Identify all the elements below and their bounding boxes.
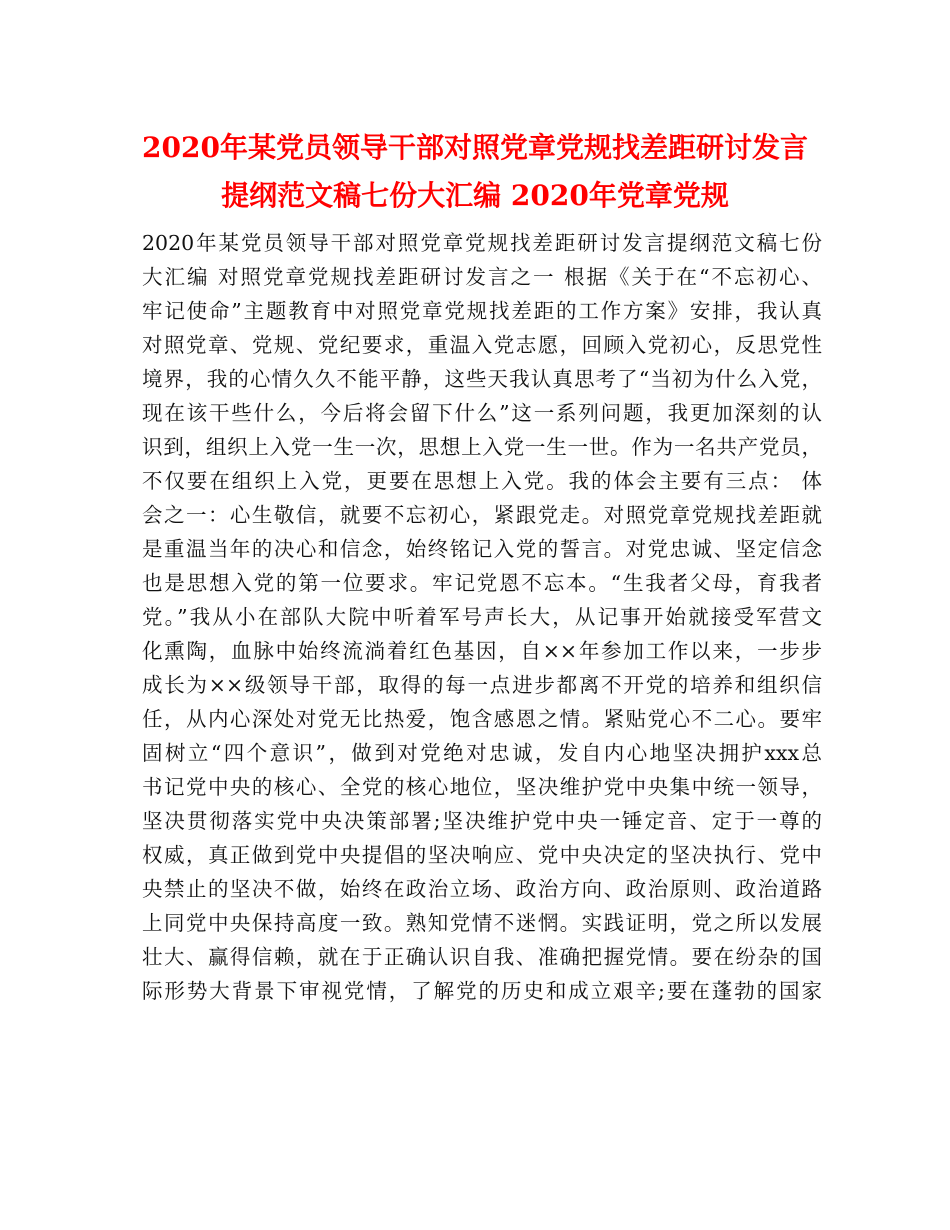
document-title-line-2: 提纲范文稿七份大汇编 2020年党章党规 bbox=[221, 179, 729, 212]
body-line: 央禁止的坚决不做，始终在政治立场、政治方向、政治原则、政治道路 bbox=[142, 877, 822, 901]
body-line: 不仅要在组织上入党，更要在思想上入党。我的体会主要有三点： 体 bbox=[142, 469, 822, 493]
body-line: 牢记使命”主题教育中对照党章党规找差距的工作方案》安排，我认真 bbox=[142, 299, 822, 323]
body-line: 书记党中央的核心、全党的核心地位，坚决维护党中央集中统一领导， bbox=[142, 775, 822, 799]
body-line: 大汇编 对照党章党规找差距研讨发言之一 根据《关于在“不忘初心、 bbox=[142, 265, 822, 289]
body-line: 境界，我的心情久久不能平静，这些天我认真思考了“当初为什么入党， bbox=[142, 367, 822, 391]
body-line: 际形势大背景下审视党情，了解党的历史和成立艰辛;要在蓬勃的国家 bbox=[142, 979, 822, 1003]
body-line: 固树立“四个意识”，做到对党绝对忠诚，发自内心地坚决拥护xxx总 bbox=[142, 741, 822, 765]
body-line: 化熏陶，血脉中始终流淌着红色基因，自××年参加工作以来，一步步 bbox=[142, 639, 822, 663]
body-line: 也是思想入党的第一位要求。牢记党恩不忘本。“生我者父母，育我者 bbox=[142, 571, 822, 595]
document-title-line-1: 2020年某党员领导干部对照党章党规找差距研讨发言 bbox=[142, 131, 808, 164]
body-line: 成长为××级领导干部，取得的每一点进步都离不开党的培养和组织信 bbox=[142, 673, 822, 697]
body-line: 坚决贯彻落实党中央决策部署;坚决维护党中央一锤定音、定于一尊的 bbox=[142, 809, 822, 833]
body-line: 党。”我从小在部队大院中听着军号声长大，从记事开始就接受军营文 bbox=[142, 605, 822, 629]
body-line: 是重温当年的决心和信念，始终铭记入党的誓言。对党忠诚、坚定信念 bbox=[142, 537, 822, 561]
body-line: 上同党中央保持高度一致。熟知党情不迷惘。实践证明，党之所以发展 bbox=[142, 911, 822, 935]
body-line: 2020年某党员领导干部对照党章党规找差距研讨发言提纲范文稿七份 bbox=[142, 231, 822, 255]
body-line: 现在该干些什么，今后将会留下什么”这一系列问题，我更加深刻的认 bbox=[142, 401, 822, 425]
body-line: 对照党章、党规、党纪要求，重温入党志愿，回顾入党初心，反思党性 bbox=[142, 333, 822, 357]
body-line: 任，从内心深处对党无比热爱，饱含感恩之情。紧贴党心不二心。要牢 bbox=[142, 707, 822, 731]
body-line: 识到，组织上入党一生一次，思想上入党一生一世。作为一名共产党员， bbox=[142, 435, 822, 459]
body-line: 壮大、赢得信赖，就在于正确认识自我、准确把握党情。要在纷杂的国 bbox=[142, 945, 822, 969]
body-line: 会之一：心生敬信，就要不忘初心，紧跟党走。对照党章党规找差距就 bbox=[142, 503, 822, 527]
body-line: 权威，真正做到党中央提倡的坚决响应、党中央决定的坚决执行、党中 bbox=[142, 843, 822, 867]
